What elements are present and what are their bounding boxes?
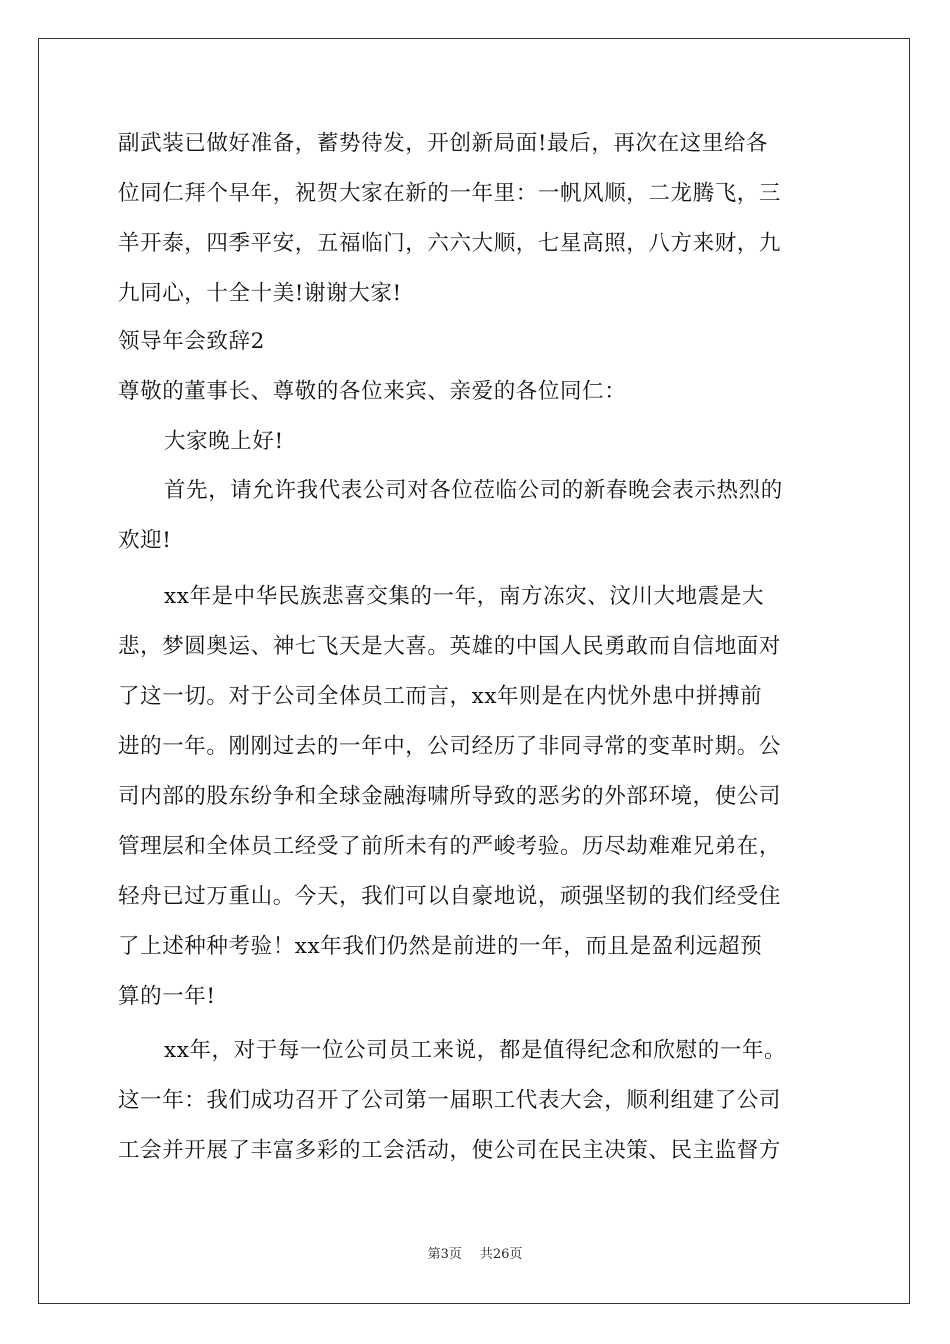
text-line: 欢迎! xyxy=(118,528,172,553)
text-line: xx年，对于每一位公司员工来说，都是值得纪念和欣慰的一年。 xyxy=(164,1038,787,1063)
text-line: 进的一年。刚刚过去的一年中，公司经历了非同寻常的变革时期。公 xyxy=(118,734,782,759)
text-line: 九同心，十全十美!谢谢大家! xyxy=(118,281,402,306)
text-line: 司内部的股东纷争和全球金融海啸所导致的恶劣的外部环境，使公司 xyxy=(118,784,782,809)
text-line: 羊开泰，四季平安，五福临门，六六大顺，七星高照，八方来财，九 xyxy=(118,231,782,256)
page-total: 共26页 xyxy=(479,1247,523,1262)
text-line: 轻舟已过万重山。今天，我们可以自豪地说，顽强坚韧的我们经受住 xyxy=(118,884,782,909)
text-line: 工会并开展了丰富多彩的工会活动，使公司在民主决策、民主监督方 xyxy=(118,1138,782,1163)
text-line: 这一年：我们成功召开了公司第一届职工代表大会，顺利组建了公司 xyxy=(118,1088,782,1113)
page-footer xyxy=(0,1246,950,1264)
text-line: 管理层和全体员工经受了前所未有的严峻考验。历尽劫难难兄弟在， xyxy=(118,834,782,859)
section-heading: 领导年会致辞2 xyxy=(118,329,265,354)
page-number: 第3页 xyxy=(427,1247,462,1262)
text-line: 位同仁拜个早年，祝贺大家在新的一年里：一帆风顺，二龙腾飞，三 xyxy=(118,181,782,206)
greeting: 大家晚上好! xyxy=(164,429,284,454)
salutation: 尊敬的董事长、尊敬的各位来宾、亲爱的各位同仁： xyxy=(118,379,627,404)
text-line: 算的一年! xyxy=(118,984,216,1009)
text-line: 了上述种种考验！xx年我们仍然是前进的一年，而且是盈利远超预 xyxy=(118,934,763,959)
text-line: 首先，请允许我代表公司对各位莅临公司的新春晚会表示热烈的 xyxy=(164,478,783,503)
text-line: 了这一切。对于公司全体员工而言，xx年则是在内忧外患中拼搏前 xyxy=(118,684,763,709)
text-line: 悲，梦圆奥运、神七飞天是大喜。英雄的中国人民勇敢而自信地面对 xyxy=(118,634,782,659)
text-line: xx年是中华民族悲喜交集的一年，南方冻灾、汶川大地震是大 xyxy=(164,584,765,609)
text-line: 副武装已做好准备，蓄势待发，开创新局面!最后，再次在这里给各 xyxy=(118,131,769,156)
